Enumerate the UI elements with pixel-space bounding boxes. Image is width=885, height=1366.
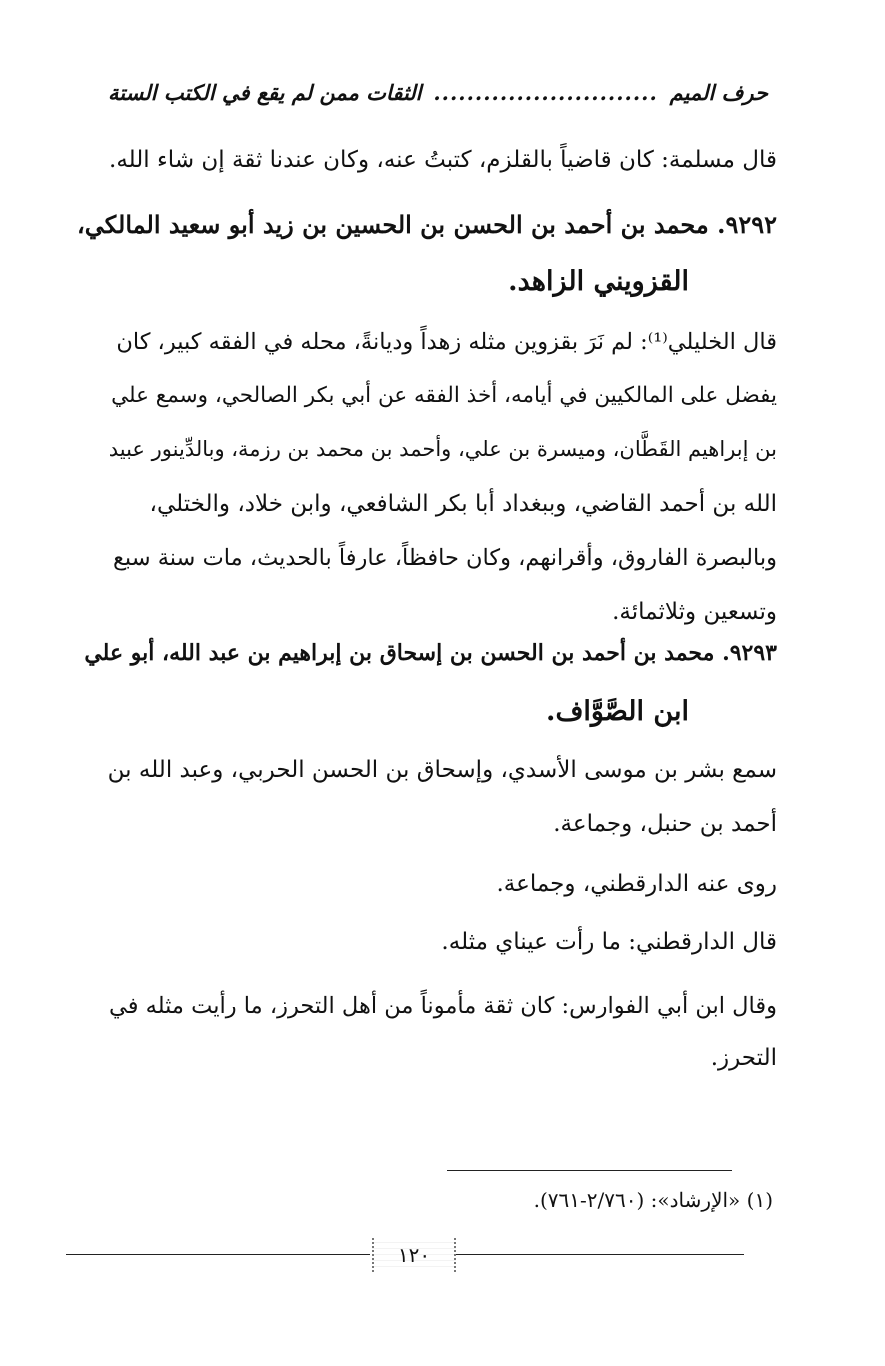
text-line: يفضل على المالكيين في أيامه، أخذ الفقه عن أبي بكر الصالحي، وسمع علي <box>111 383 777 408</box>
entry-heading-9293: ٩٢٩٣. محمد بن أحمد بن الحسن بن إسحاق بن إبراهيم بن عبد الله، أبو علي <box>84 640 777 666</box>
text-line: وتسعين وثلاثمائة. <box>612 599 777 625</box>
text-line: أحمد بن حنبل، وجماعة. <box>553 811 777 837</box>
header-book-title: الثقات ممن لم يقع في الكتب الستة <box>108 80 422 105</box>
entry-heading-9292: ٩٢٩٢. محمد بن أحمد بن الحسن بن الحسين بن زيد أبو سعيد المالكي، <box>77 210 777 239</box>
text-line: سمع بشر بن موسى الأسدي، وإسحاق بن الحسن الحربي، وعبد الله بن <box>107 757 777 783</box>
running-header <box>108 80 768 105</box>
text-line: بن إبراهيم القَطَّان، وميسرة بن علي، وأحمد بن محمد بن رزمة، وبالدِّينور عبيد <box>108 437 777 461</box>
text-line: وبالبصرة الفاروق، وأقرانهم، وكان حافظاً، عارفاً بالحديث، مات سنة سبع <box>112 545 777 571</box>
entry-heading-9292-cont: القزويني الزاهد. <box>508 266 689 297</box>
footnote-separator <box>447 1170 732 1171</box>
text-line: قال مسلمة: كان قاضياً بالقلزم، كتبتُ عنه، وكان عندنا ثقة إن شاء الله. <box>109 147 777 173</box>
text-line: الله بن أحمد القاضي، وببغداد أبا بكر الشافعي، وابن خلاد، والختلي، <box>149 491 777 517</box>
text-line: قال الخليلي⁽¹⁾: لم نَرَ بقزوين مثله زهداً وديانةً، محله في الفقه كبير، كان <box>116 329 777 355</box>
footnote: (١) «الإرشاد»: (٢/٧٦٠-٧٦١). <box>533 1188 773 1212</box>
text-line: التحرز. <box>710 1045 777 1071</box>
text-line: روى عنه الدارقطني، وجماعة. <box>496 871 777 897</box>
header-section: حرف الميم <box>669 80 768 105</box>
bottom-rule-left <box>66 1254 370 1255</box>
entry-heading-9293-cont: ابن الصَّوَّاف. <box>546 696 689 727</box>
text-line: وقال ابن أبي الفوارس: كان ثقة مأموناً من أهل التحرز، ما رأيت مثله في <box>108 993 777 1019</box>
text-line: قال الدارقطني: ما رأت عيناي مثله. <box>441 929 777 955</box>
header-dots: ........................... <box>433 80 658 105</box>
page-number: ١٢٠ <box>372 1238 456 1272</box>
bottom-rule-right <box>452 1254 744 1255</box>
